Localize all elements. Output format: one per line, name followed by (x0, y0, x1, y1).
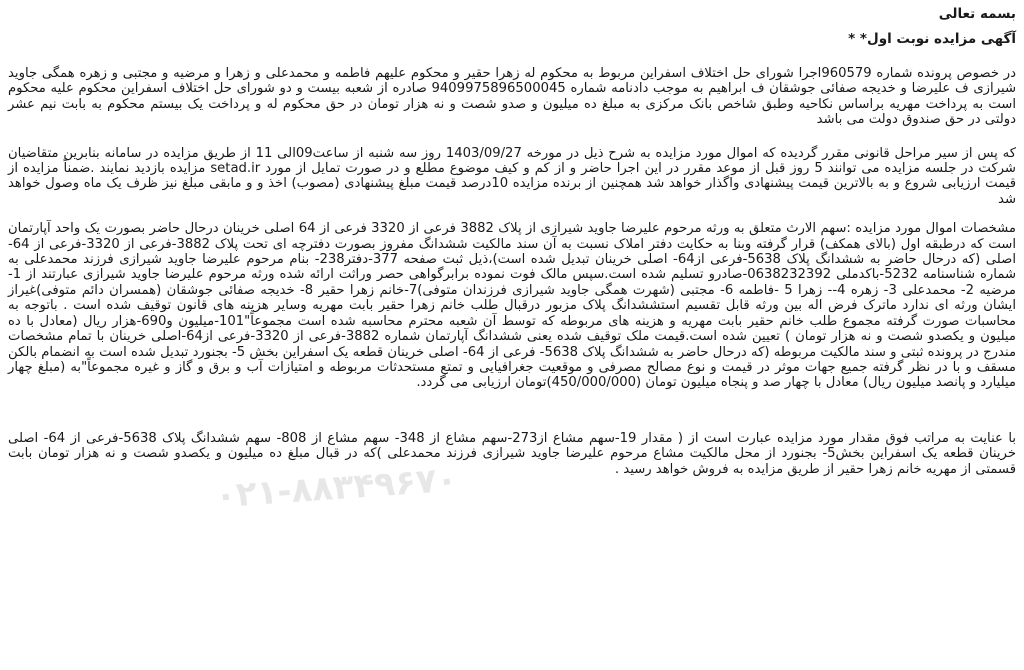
document-title: آگهی مزایده نوبت اول* * (848, 31, 1016, 47)
paragraph-case-details: در خصوص پرونده شماره 960579اجرا شورای حل اختلاف اسفراین مربوط به محکوم له زهرا حقیر و محکوم علیهم فاطمه و محمدعلی و زهرا و مرضیه و مجتبی و زهره همگی جاوید شیرازی ف علیرضا و خدیجه صفائی جوشقان ف ابراهیم به موجب دادنامه شماره 9409975896500045 صادره از شعبه بیست و دو شورای حل اختلاف اسفراین محکوم علیه محکوم است به پرداخت مهریه براساس نکاحیه وطبق شاخص بانک مرکزی به مبلغ ده میلیون و صدو شصت و نه هزار تومان در حق محکوم له و پرداخت یک بیستم محکوم به بابت نیم عشر دولتی در حق صندوق دولت می باشد (8, 66, 1016, 128)
paragraph-property-specs: مشخصات اموال مورد مزایده :سهم الارث متعلق به ورثه مرحوم علیرضا جاوید شیرازی از پلاک 3882 فرعی از 3320 فرعی از 64 اصلی خرینان درحال حاضر بصورت یک واحد آپارتمان است که درطبقه اول (بالای همکف) قرار گرفته وبنا به حکایت دفتر املاک نسبت به آن سند مالکیت ششدانگ مفروز بصورت دفترچه ای تحت پلاک 3882-فرعی از 3320-فرعی از 64-اصلی (که درحال حاضر به ششدانگ پلاک 5638-فرعی از64- اصلی خرینان تبدیل شده است)،ذیل ثبت صفحه 377-دفتر238- بنام مرحوم علیرضا جاوید شیرازی فرزند محمدعلی به شماره شناسنامه 5232-باکدملی 0638232392-صادرو تسلیم شده است.سپس مالک فوت نموده برابرگواهی حصر وراثت ارائه شده ورثه مرحوم علیرضا جاوید شیرازی عبارتند از 1- مرضیه 2- محمدعلی 3- زهره 4-- زهرا 5 -فاطمه 6- مجتبی (شهرت همگی جاوید شیرازی فرزندان متوفی)7-خانم زهرا حقیر 8- خدیجه صفائی جوشقان (همسران دائم متوفی)غیراز ایشان ورثه ای ندارد ماترک فرض اله بین ورثه قابل تقسیم استششدانگ پلاک مزبور درقبال طلب خانم زهرا حقیر بابت مهریه وسایر هزینه های قانون توقیف شده است . باتوجه به محاسبات صورت گرفته مجموع طلب خانم حقیر بابت مهریه و هزینه های مربوطه که توسط آن شعبه محترم محاسبه شده است مجموعاً"101-میلیون و690-هزار ریال (معادل با ده میلیون و یکصدو شصت و نه هزار تومان ) تعیین شده است.قیمت ملک توقیف شده یعنی ششدانگ آپارتمان شماره 3882-فرعی از 3320-فرعی از64-اصلی خرینان با تمام مشخصات مندرج در پرونده ثبتی و سند مالکیت مربوطه (که درحال حاضر به ششدانگ پلاک 5638- فرعی از 64- اصلی خرینان قطعه یک اسفراین بخش 5- بجنورد تبدیل شده است به انضمام بالکن مسقف و با در نظر گرفته جمیع جهات موثر در قیمت و نوع مصالح مصرفی و موقعیت جغرافیایی و تمتع مستحدثات مربوطه و امتیازات آب و برق و گاز و غیره مجموعاً"به (مبلغ چهار میلیارد و پانصد میلیون ریال) معادل با چهار صد و پنجاه میلیون تومان (450/000/000)تومان ارزیابی می گردد. (8, 221, 1017, 391)
paragraph-auction-schedule: که پس از سیر مراحل قانونی مقرر گردیده که اموال مورد مزایده به شرح ذیل در مورخه 1403/09/27 روز سه شنبه از ساعت09الی 11 از طریق مزایده در سامانه بنابرین متقاضیان شرکت در جلسه مزایده می توانند 5 روز قبل از موعد مقرر در این اجرا حاضر و از کم و کیف موضوع مطلع و در صورت تمایل از مورد setad.ir مزایده بازدید نمایند .ضمناً مزایده از قیمت ارزیابی شروع و به بالاترین قیمت پیشنهادی واگذار خواهد شد همچنین از برنده مزایده 10درصد قیمت مبلغ پیشنهادی (مصوب) اخذ و و مابقی مبلغ نیز ظرف یک ماه وصول خواهد شد (8, 145, 1016, 207)
phone-watermark: ۰۲۱-۸۸۳۴۹۶۷۰ (213, 459, 459, 517)
document-header: بسمه تعالی (938, 6, 1016, 22)
paragraph-auction-share: با عنایت به مراتب فوق مقدار مورد مزایده عبارت است از ( مقدار 19-سهم مشاع از273-سهم مشاع از 348- سهم مشاع از 808- سهم ششدانگ پلاک 5638-فرعی از 64- اصلی خرینان قطعه یک اسفراین بخش5- بجنورد از محل مالکیت مشاع مرحوم علیرضا جاوید شیرازی فرزند محمدعلی )که در قبال مبلغ ده میلیون و یکصدو شصت و نه هزار تومان بابت قسمتی از مهریه خانم زهرا حقیر از طریق مزایده به فروش خواهد رسید . (8, 430, 1017, 477)
